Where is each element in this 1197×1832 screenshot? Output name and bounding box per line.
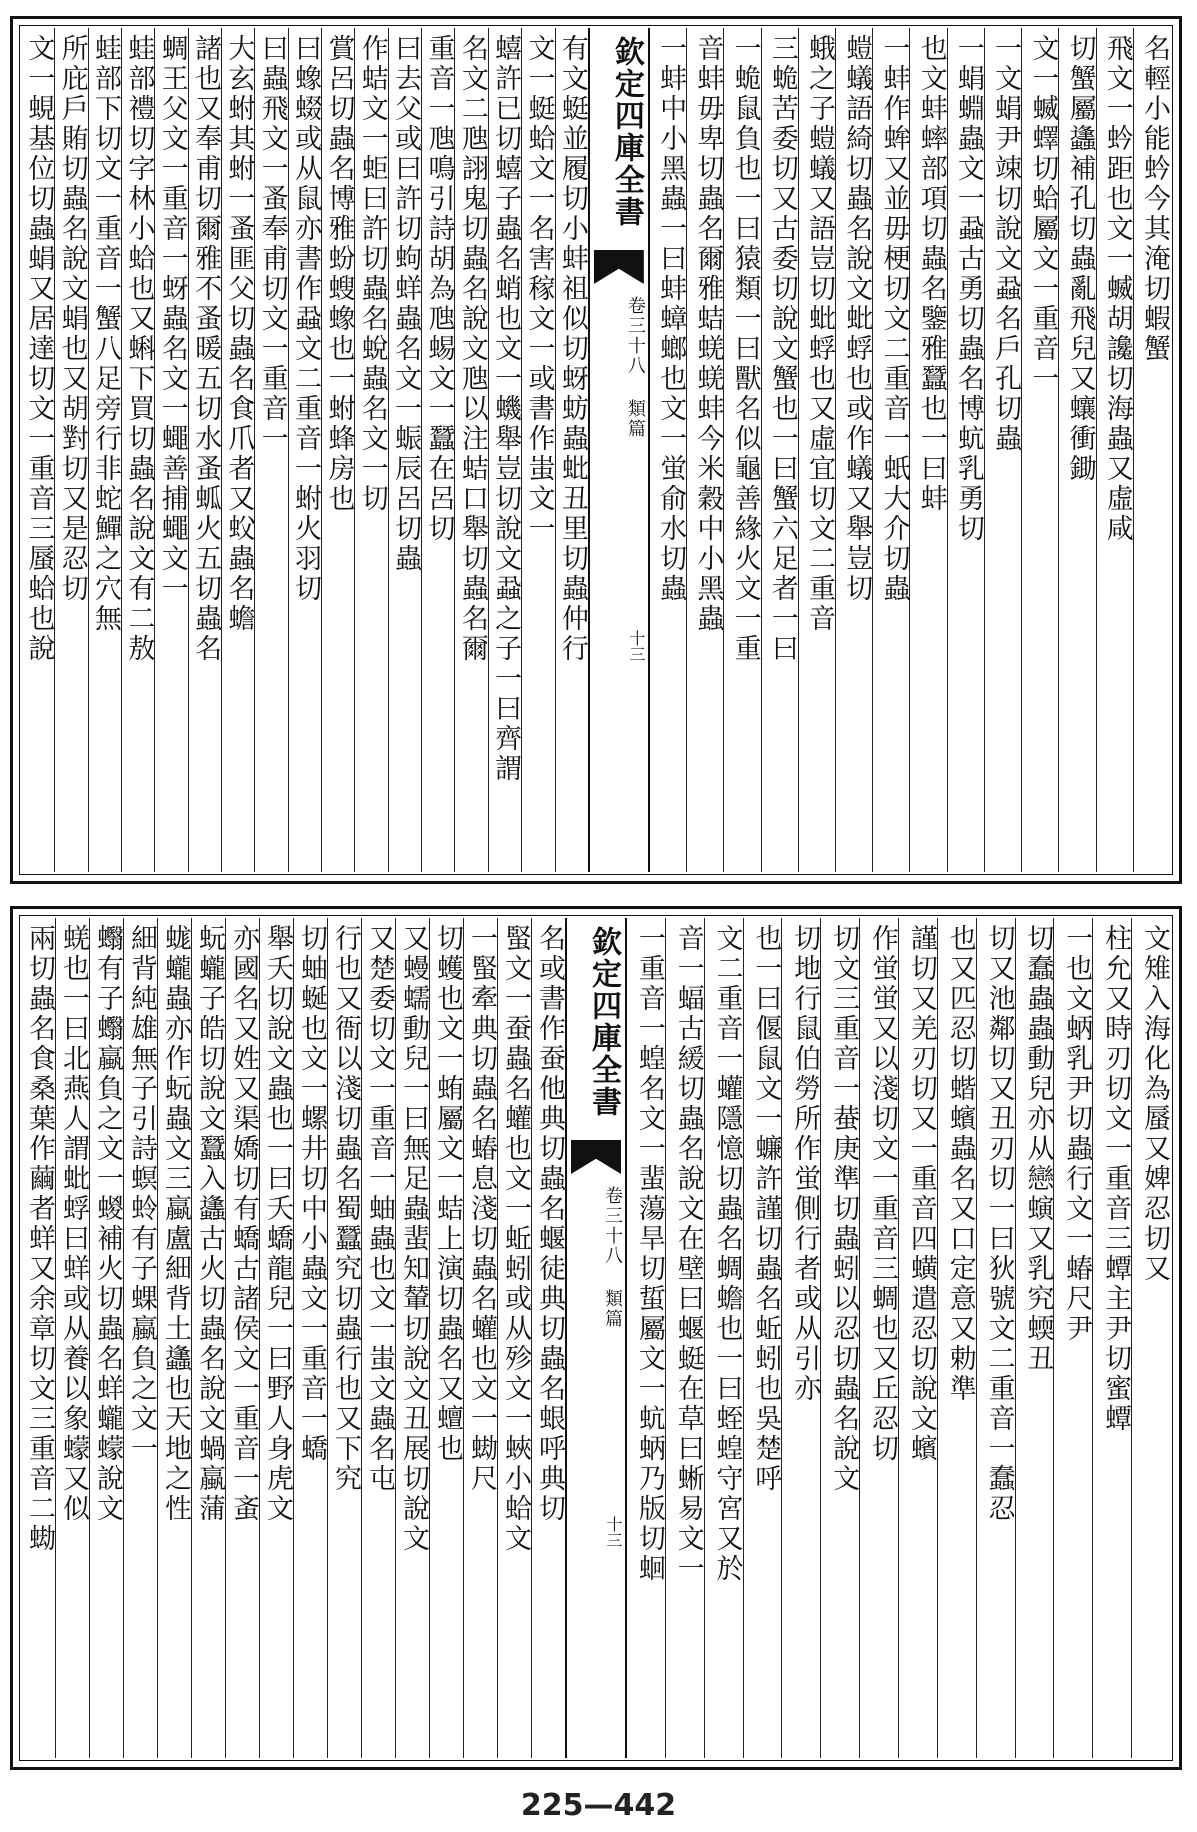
text-column: 蜣也一曰北燕人謂蚍蜉曰蛘或从養以象蠓又似 <box>55 918 89 1758</box>
text-column: 賞呂切蟲名博雅蚡螋蟓也一蚹蜂房也 <box>321 28 354 872</box>
text-column: 蛾之子螘蟻又語豈切蚍蜉也又虛宜切文二重音 <box>798 28 835 872</box>
text-column: 音一蝠古緩切蟲名說文在壁曰蝘蜓在草曰蜥易文一 <box>665 918 704 1758</box>
leaf-number: 十三 <box>626 630 646 662</box>
text-column: 切蠢蟲蟲動兒亦从戀螾又乳究蝡丑 <box>1015 918 1054 1758</box>
text-column: 蛙部下切文一重音一蟹八足旁行非蛇鱓之穴無 <box>88 28 121 872</box>
text-column: 曰去父或曰許切蚼蛘蟲名文一蜄辰呂切蟲 <box>388 28 421 872</box>
text-column: 文雉入海化為蜃又婢忍切又 <box>1131 918 1170 1758</box>
text-column: 作蛣文一蚷曰許切蟲名蛻蟲名文一切 <box>354 28 387 872</box>
text-column: 切蚰蜒也文一螺井切中小蟲文一重音一蟜 <box>293 918 327 1758</box>
text-column: 謹切又羌刃切又一重音四蟥遣忍切說文蠙 <box>898 918 937 1758</box>
text-column: 也文蚌蟀部項切蟲名鑒雅蠶也一曰蚌 <box>909 28 946 872</box>
text-column: 舉夭切說文蟲也一曰夭蟜龍兒一曰野人身虎文 <box>259 918 293 1758</box>
page-1-right-half <box>650 28 1170 872</box>
text-column: 一蜸牽典切蟲名蝽息淺切蟲名蠸也文一蜐尺 <box>463 918 497 1758</box>
text-column: 曰蟓蝃或从鼠亦書作蝨文二重音一蚹火羽切 <box>288 28 321 872</box>
text-column: 音蚌毋卑切蟲名爾雅蛣蜣蜣蚌今米穀中小黑蟲 <box>686 28 723 872</box>
text-column: 一蜎蜵蟲文一蝨古勇切蟲名博蚢乳勇切 <box>947 28 984 872</box>
text-column: 文二重音一蠸隱憶切蟲名蜩蟾也一曰蛭蝗守宮又於 <box>704 918 743 1758</box>
volume-label: 卷三十八 類篇 <box>602 1186 623 1329</box>
text-column: 蠮有子蠮蠃負之文一蝬補火切蟲名蛘蠬蠓說文 <box>89 918 123 1758</box>
text-column: 名或書作蚕他典切蟲名蝘徒典切蟲名蛝呼典切 <box>531 918 565 1758</box>
fishtail-mark-icon <box>571 1140 621 1174</box>
text-column: 曰蟲飛文一蚤奉甫切文一重音一 <box>254 28 287 872</box>
text-column: 一蚌作蛑又並毋梗切文二重音一蚔大介切蟲 <box>872 28 909 872</box>
text-column: 有文蜓並履切小蚌祖似切蚜蚄蟲蚍丑里切蟲仲行 <box>555 28 588 872</box>
text-column: 一重音一蝗名文一蜚蕩旱切蜇屬文一蚢蛃乃版切蛔 <box>633 924 665 1584</box>
page-2-right-half <box>627 918 1170 1758</box>
text-column: 蚖蠬子皓切說文蠶入蠭古火切蟲名說文蝸蠃蒲 <box>191 918 225 1758</box>
book-title: 欽定四庫全書 <box>586 926 621 1118</box>
text-column: 螘蟻語綺切蟲名說文蚍蜉也或作蟻又舉豈切 <box>835 28 872 872</box>
book-title: 欽定四庫全書 <box>608 36 644 228</box>
leaf-number: 十三 <box>604 1516 623 1548</box>
book-page-2 <box>10 906 1182 1770</box>
center-fold <box>588 28 650 872</box>
page-2-left-half <box>22 918 565 1758</box>
text-column: 蛖蠬蟲亦作蚖蟲文三蠃盧細背土蠭也天地之性 <box>157 918 191 1758</box>
text-column: 文一蜓蛤文一名害稼文一或書作蚩文一 <box>521 28 554 872</box>
text-column: 一蛫鼠負也一曰猿類一曰獸名似龜善緣火文一重 <box>723 28 760 872</box>
text-column: 切又池鄰切又丑刃切一曰狄號文二重音一蠢忍 <box>976 918 1015 1758</box>
center-fold <box>565 918 627 1758</box>
text-column: 又蟃蠕動兒一曰無足蟲蜚知輦切說文丑展切說文 <box>395 918 429 1758</box>
text-column: 大玄蚹其蚹一蚤匪父切蟲名食爪者又蚥蟲名蟾 <box>221 28 254 872</box>
text-column: 切地行鼠伯勞所作蛍側行者或从引亦 <box>781 918 820 1758</box>
text-column: 名輕小能蚙今其淹切蝦蟹 <box>1133 28 1170 872</box>
text-column: 三蛫苦委切又古委切說文蟹也一曰蟹六足者一曰 <box>761 28 798 872</box>
volume-label: 卷三十八 類篇 <box>624 296 646 439</box>
text-column: 作蛍蛍又以淺切文一重音三蜩也又丘忍切 <box>859 918 898 1758</box>
text-column: 蟢許已切蟢子蟲名蛸也文一蟣舉豈切說文蝨之子一曰齊謂 <box>488 28 521 872</box>
text-column: 一蚌中小黑蟲一曰蚌蟑螂也文一蛍俞水切蟲 <box>655 34 687 604</box>
text-column: 蜸文一蚕蟲名蠸也文一蚯蚓或从殄文一蛺小蛤文 <box>497 918 531 1758</box>
text-column: 也又匹忍切蝔蠙蟲名又口定意又勅準 <box>937 918 976 1758</box>
page-1-left-half <box>22 28 588 872</box>
book-page-1 <box>10 16 1182 884</box>
text-column: 也一曰偃鼠文一蠊許謹切蟲名蚯蚓也吳楚呼 <box>743 918 782 1758</box>
text-column: 重音一虺鳴引詩胡為虺蜴文一蠶在呂切 <box>421 28 454 872</box>
text-column: 切蠖也文一蛕屬文一蛣上演切蟲名又蟺也 <box>429 918 463 1758</box>
text-column: 諸也又奉甫切爾雅不蚤暖五切水蚤蛌火五切蟲名 <box>188 28 221 872</box>
text-column: 蜩王父文一重音一蚜蟲名文一蠅善捕蠅文一 <box>154 28 187 872</box>
text-column: 亦國名又姓又渠嬌切有蟜古諸侯文一重音一蚉 <box>225 918 259 1758</box>
text-column: 蛙部禮切字林小蛤也又蝌下買切蟲名說文有二敖 <box>121 28 154 872</box>
text-column: 切蟹屬蠭補孔切蟲亂飛兒又蠰衝鋤 <box>1058 28 1095 872</box>
text-column: 飛文一蚙距也文一蝛胡讒切海蟲又虛咸 <box>1096 28 1133 872</box>
page-reference-number: 225—442 <box>520 1788 677 1823</box>
page-1-columns <box>22 28 1170 872</box>
text-column: 文一蝛蠌切蛤屬文一重音一 <box>1021 28 1058 872</box>
text-column: 文一蜆基位切蟲蜎又居達切文一重音三蜃蛤也說 <box>23 34 55 664</box>
text-column: 切文三重音一蛬庚準切蟲蚓以忍切蟲名說文 <box>820 918 859 1758</box>
text-column: 柱允又時刃切文一重音三蟫主尹切蜜蟫 <box>1092 918 1131 1758</box>
text-column: 又楚委切文一重音一蚰蟲也文一蚩文蟲名屯 <box>361 918 395 1758</box>
fishtail-mark-icon <box>594 250 644 284</box>
text-column: 兩切蟲名食桑葉作繭者蛘又余章切文三重音二蜐 <box>24 924 55 1554</box>
text-column: 行也又衙以淺切蟲名蜀蠶究切蟲行也又下究 <box>327 918 361 1758</box>
page-2-columns <box>22 918 1170 1758</box>
text-column: 一文蜎尹竦切說文蝨名戶孔切蟲 <box>984 28 1021 872</box>
text-column: 細背純雄無子引詩螟蛉有子蜾蠃負之文一 <box>123 918 157 1758</box>
text-column: 所庇戶賄切蟲名說文蜎也又胡對切又是忍切 <box>54 28 87 872</box>
text-column: 名文二虺詡鬼切蟲名說文虺以注蛣口舉切蟲名爾 <box>454 28 487 872</box>
text-column: 一也文蛃乳尹切蟲行文一蝽尺尹 <box>1053 918 1092 1758</box>
